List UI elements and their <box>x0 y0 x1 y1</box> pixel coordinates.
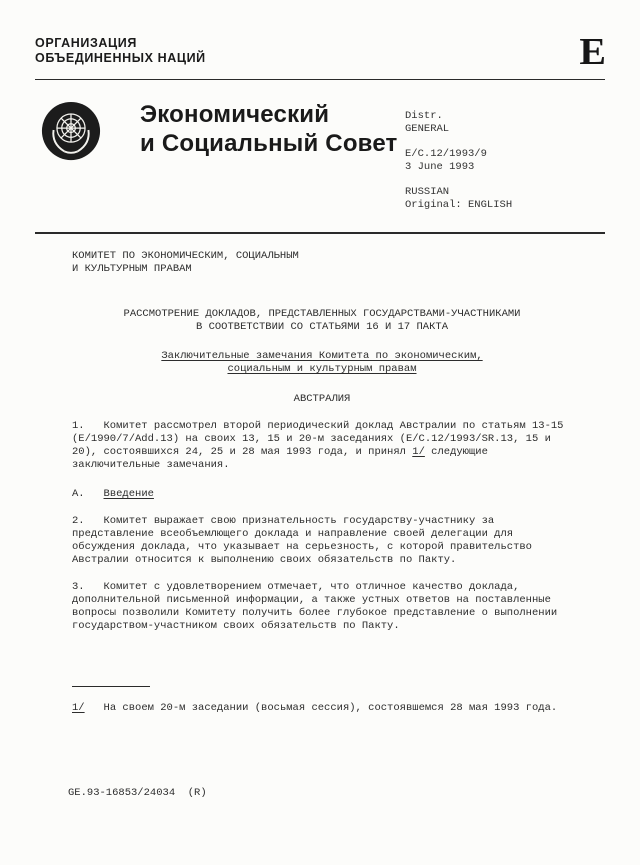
original-language: Original: ENGLISH <box>405 198 513 211</box>
masthead-rule <box>35 232 605 234</box>
subtitle-line1: Заключительные замечания Комитета по экономическим, <box>161 350 483 362</box>
footnote-1-text: На своем 20-м заседании (восьмая сессия), состоявшемся 28 мая 1993 года. <box>84 702 558 714</box>
top-header <box>35 31 606 73</box>
org-name-line2: ОБЪЕДИНЕННЫХ НАЦИЙ <box>35 51 206 65</box>
document-series-letter: E <box>579 31 606 73</box>
report-title <box>72 308 572 334</box>
council-title-line2: и Социальный Совет <box>140 130 398 157</box>
concluding-observations-subtitle <box>72 350 572 376</box>
org-name-line1: ОРГАНИЗАЦИЯ <box>35 36 137 50</box>
committee-name: КОМИТЕТ ПО ЭКОНОМИЧЕСКИМ, СОЦИАЛЬНЫМ И КУЛЬТУРНЫМ ПРАВАМ <box>72 250 299 275</box>
paragraph-1-text: 1. Комитет рассмотрел второй периодический доклад Австралии по статьям 13-15 (E/1990/7/Add.13) на своих 13, 15 и 20-м заседаниях (E/C.12/1993/SR.13, 15 и 20), состоявшихся 24, 25 и 28 мая 1993 года, и принял <box>72 420 570 458</box>
document-body <box>72 250 572 633</box>
report-title-line1: РАССМОТРЕНИЕ ДОКЛАДОВ, ПРЕДСТАВЛЕННЫХ ГОСУДАРСТВАМИ-УЧАСТНИКАМИ <box>123 308 521 320</box>
paragraph-1-end: следующие заключительные замечания. <box>72 446 495 471</box>
footer-code: GE.93-16853/24034 (R) <box>68 787 207 799</box>
paragraph-1 <box>72 420 572 472</box>
footnote-1-ref: 1/ <box>72 702 85 714</box>
language-label: RUSSIAN <box>405 186 450 198</box>
distribution-info <box>405 110 512 211</box>
subtitle-line2: социальным и культурным правам <box>227 363 417 375</box>
header-rule-thin <box>35 79 605 80</box>
distr-value: GENERAL <box>405 122 450 135</box>
section-a-heading <box>72 488 572 501</box>
section-a-label: А. <box>72 488 104 500</box>
paragraph-2: 2. Комитет выражает свою признательность государству-участнику за представление всеобъемлющего доклада и направление своей делегации для обсуждения доклада, что указывает на серьезность, с которой правительство Австралии относится к выполнению своих обязательств по Пакту. <box>72 515 539 566</box>
doc-symbol: E/C.12/1993/9 <box>405 148 487 160</box>
un-emblem-icon <box>40 100 102 167</box>
paragraph-3: 3. Комитет с удовлетворением отмечает, что отличное качество доклада, дополнительной письменной информации, а также устных ответов на поставленные вопросы позволили Комитету получить более глубокое представление о выполнении государством-участником своих обязательств по Пакту. <box>72 581 564 632</box>
report-title-line2: В СООТВЕТСТВИИ СО СТАТЬЯМИ 16 И 17 ПАКТА <box>195 321 449 333</box>
country-heading: АВСТРАЛИЯ <box>293 393 351 405</box>
section-a-title: Введение <box>103 488 154 500</box>
footnote-reference-1: 1/ <box>412 446 425 458</box>
council-title-line1: Экономический <box>140 101 330 128</box>
distr-label: Distr. <box>405 110 443 122</box>
footnote-separator <box>72 686 150 687</box>
council-title <box>140 100 398 158</box>
doc-date: 3 June 1993 <box>405 160 475 173</box>
footnote-1 <box>72 702 572 715</box>
org-name <box>35 36 206 66</box>
